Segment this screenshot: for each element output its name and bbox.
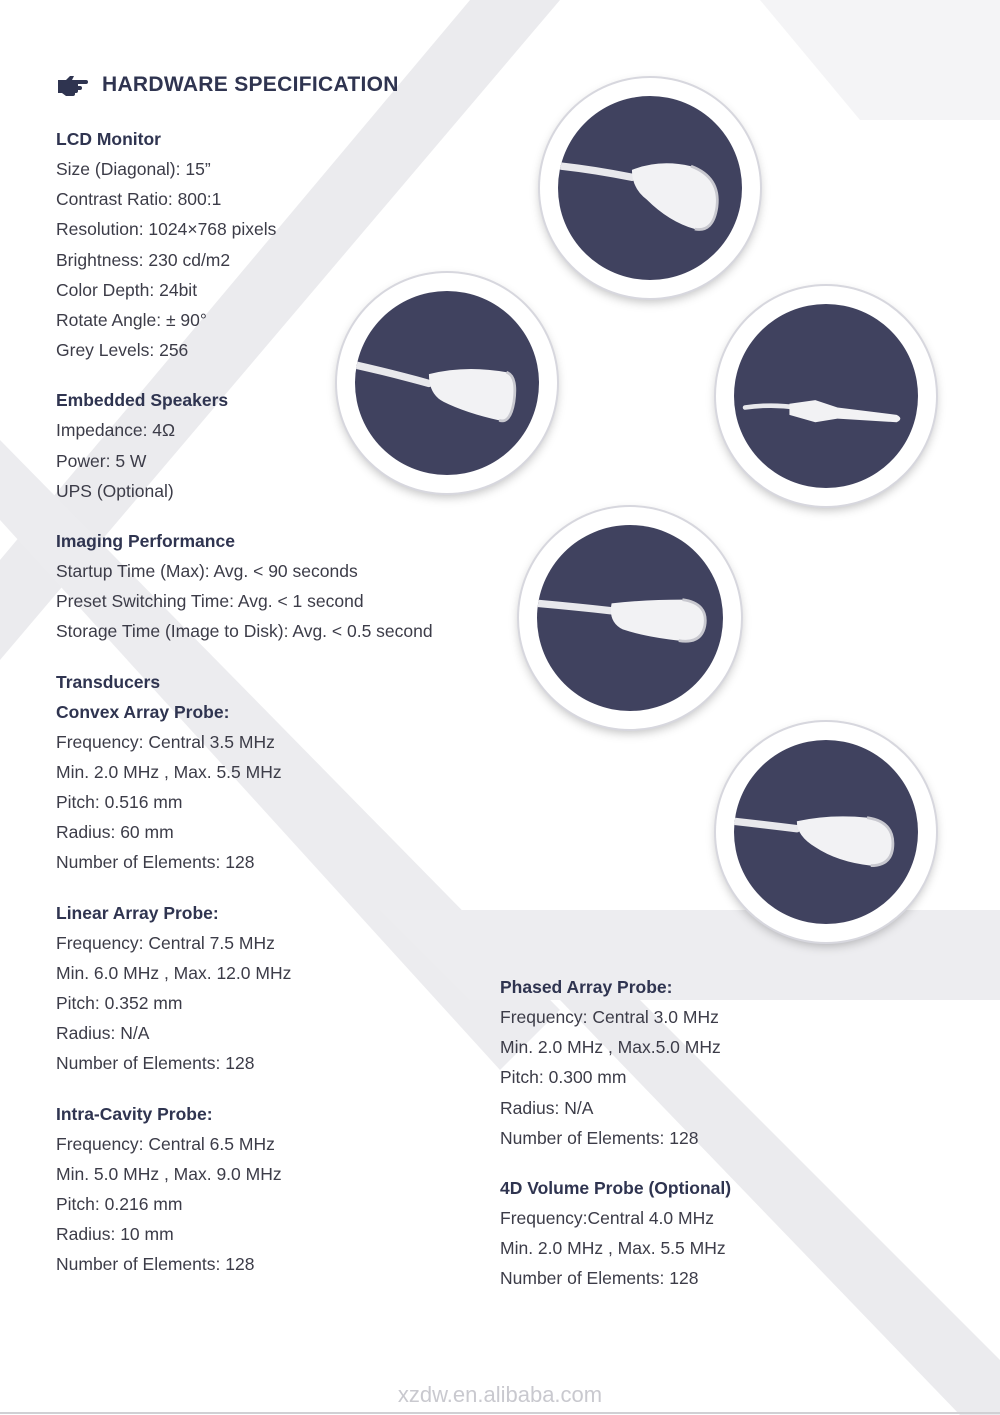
spec-line: Frequency: Central 6.5 MHz xyxy=(56,1133,275,1154)
page-header xyxy=(56,72,399,98)
spec-line: Pitch: 0.516 mm xyxy=(56,792,183,813)
spec-line: Frequency: Central 7.5 MHz xyxy=(56,932,275,953)
spec-line: Pitch: 0.352 mm xyxy=(56,993,183,1014)
spec-line: Radius: 60 mm xyxy=(56,822,174,843)
spec-line: Brightness: 230 cd/m2 xyxy=(56,249,231,270)
spec-line: Frequency:Central 4.0 MHz xyxy=(500,1208,714,1229)
spec-line: Size (Diagonal): 15” xyxy=(56,159,211,179)
spec-line: Min. 5.0 MHz , Max. 9.0 MHz xyxy=(56,1163,282,1184)
phased-probe-photo xyxy=(519,507,741,729)
spec-line: Preset Switching Time: Avg. < 1 second xyxy=(56,591,364,612)
spec-line: Min. 2.0 MHz , Max. 5.5 MHz xyxy=(500,1238,726,1259)
page-title: HARDWARE SPECIFICATION xyxy=(102,73,399,96)
volume-4d-probe-photo xyxy=(716,722,936,942)
right-spec-column xyxy=(500,972,940,1314)
watermark: xzdw.en.alibaba.com xyxy=(397,1382,603,1407)
pointing-hand-icon xyxy=(56,72,90,98)
spec-heading: Transducers xyxy=(56,671,161,692)
spec-section xyxy=(56,667,496,697)
spec-heading: LCD Monitor xyxy=(56,129,161,149)
spec-line: Pitch: 0.300 mm xyxy=(500,1067,627,1088)
spec-heading: Linear Array Probe: xyxy=(56,902,219,923)
spec-line: Contrast Ratio: 800:1 xyxy=(56,189,222,210)
spec-line: Radius: 10 mm xyxy=(56,1224,174,1245)
spec-line: Min. 2.0 MHz , Max. 5.5 MHz xyxy=(56,761,282,782)
spec-line: Number of Elements: 128 xyxy=(56,1254,255,1275)
spec-line: Number of Elements: 128 xyxy=(500,1127,699,1148)
spec-line: Startup Time (Max): Avg. < 90 seconds xyxy=(56,561,358,582)
spec-line: Frequency: Central 3.0 MHz xyxy=(500,1007,719,1027)
spec-line: Grey Levels: 256 xyxy=(56,340,189,361)
spec-line: Resolution: 1024×768 pixels xyxy=(56,219,277,240)
spec-line: Radius: N/A xyxy=(56,1023,150,1044)
spec-line: Min. 6.0 MHz , Max. 12.0 MHz xyxy=(56,962,292,983)
spec-heading: Phased Array Probe: xyxy=(500,977,673,997)
spec-line: UPS (Optional) xyxy=(56,480,174,501)
spec-section xyxy=(56,1099,496,1280)
convex-probe-photo xyxy=(540,78,760,298)
spec-line: Color Depth: 24bit xyxy=(56,279,198,300)
spec-line: Rotate Angle: ± 90° xyxy=(56,310,207,331)
spec-heading: 4D Volume Probe (Optional) xyxy=(500,1178,732,1199)
spec-section xyxy=(56,526,496,647)
spec-section xyxy=(500,1173,940,1294)
spec-section xyxy=(56,898,496,1079)
spec-line: Pitch: 0.216 mm xyxy=(56,1194,183,1215)
intracavity-probe-photo xyxy=(716,286,936,506)
spec-heading: Imaging Performance xyxy=(56,531,235,552)
linear-probe-photo xyxy=(337,273,557,493)
spec-line: Min. 2.0 MHz , Max.5.0 MHz xyxy=(500,1037,721,1058)
spec-section xyxy=(56,697,496,878)
spec-line: Number of Elements: 128 xyxy=(500,1268,699,1289)
bottom-rule xyxy=(0,1412,1000,1414)
spec-line: Radius: N/A xyxy=(500,1097,594,1118)
spec-line: Impedance: 4Ω xyxy=(56,420,176,441)
spec-heading: Convex Array Probe: xyxy=(56,701,230,722)
spec-line: Frequency: Central 3.5 MHz xyxy=(56,731,275,752)
spec-heading: Intra-Cavity Probe: xyxy=(56,1103,213,1124)
spec-line: Number of Elements: 128 xyxy=(56,852,255,873)
spec-line: Power: 5 W xyxy=(56,450,147,471)
spec-heading: Embedded Speakers xyxy=(56,390,229,411)
spec-line: Number of Elements: 128 xyxy=(56,1053,255,1074)
spec-line: Storage Time (Image to Disk): Avg. < 0.5 second xyxy=(56,621,433,642)
spec-section xyxy=(500,972,940,1153)
